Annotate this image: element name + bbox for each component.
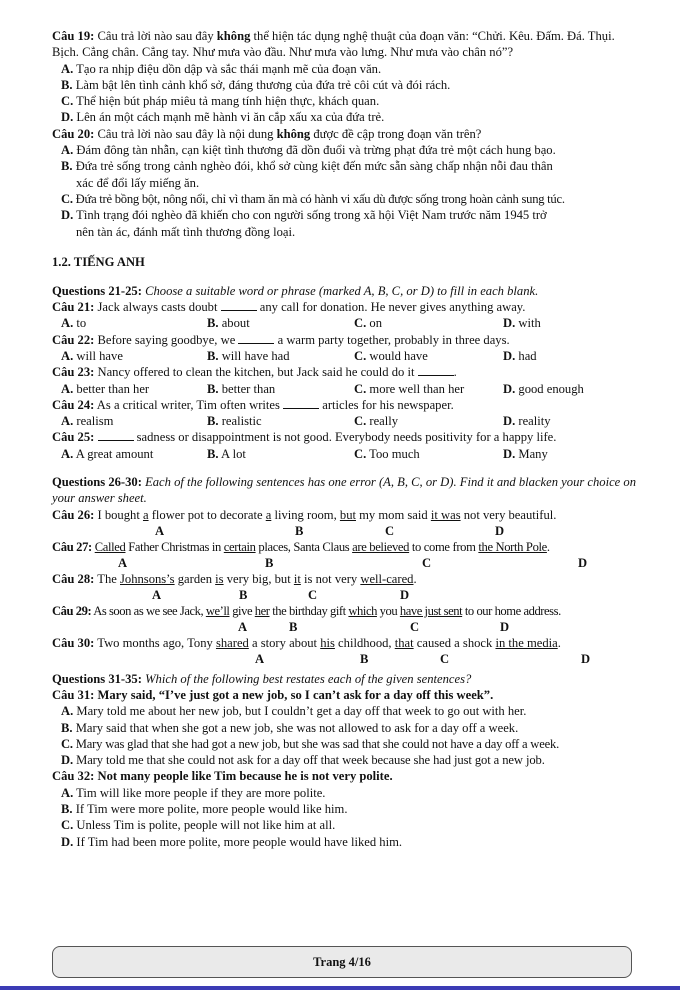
q32-option-c: C. Unless Tim is polite, people will not like him at all. — [61, 818, 336, 833]
q30-mark-b: B — [360, 651, 369, 666]
q19-option-c: C. Thể hiện bút pháp miêu tả mang tính hiện thực, khách quan. — [61, 94, 380, 109]
question-30: Câu 30: Two months ago, Tony shared a story about his childhood, that caused a shock in the media. A B C D — [52, 635, 591, 666]
answer-blank — [98, 430, 134, 441]
q24-option-a: A. realism — [61, 414, 114, 429]
q27-mark-c: C — [422, 555, 432, 570]
q25-options — [61, 446, 642, 462]
q29-mark-b: B — [289, 619, 298, 634]
q25-option-a: A. A great amount — [61, 446, 154, 461]
question-20: Câu 20: Câu trả lời nào sau đây là nội dung không được đề cập trong đoạn văn trên? — [52, 126, 482, 141]
questions-31-35-instruction: Questions 31-35: Which of the following best restates each of the given sentences? — [52, 671, 472, 686]
q25-option-c: C. Too much — [354, 446, 420, 461]
q21-option-c: C. on — [354, 316, 382, 331]
q30-mark-c: C — [440, 651, 450, 666]
question-23: Câu 23: Nancy offered to clean the kitchen, but Jack said he could do it . — [52, 365, 457, 380]
q20-option-c: C. Đứa trẻ bồng bột, nông nổi, chỉ vì tham ăn mà có hành vi xấu dù được sống trong hoàn cảnh sung túc. — [61, 191, 565, 206]
q21-option-a: A. to — [61, 316, 87, 331]
q26-mark-b: B — [295, 523, 304, 538]
q32-option-b: B. If Tim were more polite, more people would like him. — [61, 801, 348, 816]
q29-mark-a: A — [238, 619, 248, 634]
q27-mark-d: D — [578, 555, 588, 570]
q27-mark-b: B — [265, 555, 274, 570]
question-31: Câu 31: Mary said, “I’ve just got a new job, so I can’t ask for a day off this week”. — [52, 687, 494, 702]
q32-option-a: A. Tim will like more people if they are more polite. — [61, 785, 326, 800]
q25-option-d: D. Many — [503, 446, 548, 461]
q20-option-d-cont: nên tàn ác, đánh mất tình thương đồng loại. — [76, 224, 296, 239]
answer-blank — [238, 333, 274, 344]
page-footer: Trang 4/16 — [52, 946, 632, 978]
q23-option-b: B. better than — [207, 381, 276, 396]
q23-option-a: A. better than her — [61, 381, 150, 396]
q21-options — [61, 315, 642, 331]
question-19: Câu 19: Câu trả lời nào sau đây không thể hiện tác dụng nghệ thuật của đoạn văn: “Chửi. Kêu. Đấm. Đá. Thụi. Bịch. Cẳng chân. Cẳng tay. Như mưa vào đầu. Như mưa vào lưng. Như mưa vào chân nó”? — [52, 29, 615, 60]
question-26: Câu 26: I bought a flower pot to decorate a living room, but my mom said it was not very beautiful. A B C D — [52, 507, 557, 538]
answer-blank — [283, 398, 319, 409]
question-32: Câu 32: Not many people like Tim because he is not very polite. — [52, 769, 393, 784]
answer-blank — [418, 365, 454, 376]
q21-option-b: B. about — [207, 316, 250, 331]
q22-option-c: C. would have — [354, 348, 428, 363]
q28-mark-d: D — [400, 587, 410, 602]
q20-option-d: D. Tình trạng đói nghèo đã khiến cho con người sống trong xã hội Việt Nam trước năm 1945 trở — [61, 208, 547, 223]
q29-mark-d: D — [500, 619, 510, 634]
q31-option-c: C. Mary was glad that she had got a new job, but she was sad that she could not have a day off a week. — [61, 736, 560, 751]
q24-option-d: D. reality — [503, 414, 551, 429]
questions-26-30-instruction: Questions 26-30: Each of the following sentences has one error (A, B, C, or D). Find it and blacken your choice on your answer sheet. — [52, 475, 637, 506]
question-24: Câu 24: As a critical writer, Tim often writes articles for his newspaper. — [52, 397, 454, 412]
questions-21-25-list — [52, 299, 642, 462]
bottom-divider — [0, 986, 680, 990]
question-28: Câu 28: The Johnsons’s garden is very big, but it is not very well-cared. A B C D — [52, 571, 417, 602]
q31-option-b: B. Mary said that when she got a new job, she was not allowed to ask for a day off a week. — [61, 720, 519, 735]
q25-option-b: B. A lot — [207, 446, 246, 461]
answer-blank — [221, 300, 257, 311]
q23-option-d: D. good enough — [503, 381, 584, 396]
questions-21-25-instruction: Questions 21-25: Choose a suitable word or phrase (marked A, B, C, or D) to fill in each blank. — [52, 283, 539, 298]
q28-mark-a: A — [152, 587, 162, 602]
q19-option-d: D. Lên án một cách mạnh mẽ hành vi ăn cắp xấu xa của đứa trẻ. — [61, 110, 385, 125]
q24-option-c: C. really — [354, 414, 399, 429]
q23-option-c: C. more well than her — [354, 381, 465, 396]
q28-mark-b: B — [239, 587, 248, 602]
q30-mark-d: D — [581, 651, 591, 666]
q19-option-b: B. Làm bật lên tình cảnh khổ sở, đáng thương của đứa trẻ côi cút và đói rách. — [61, 77, 451, 92]
question-29: Câu 29: As soon as we see Jack, we’ll give her the birthday gift which you have just sent to our home address. A B C D — [52, 603, 561, 634]
q22-option-b: B. will have had — [207, 348, 290, 363]
q28-mark-c: C — [308, 587, 318, 602]
q31-option-a: A. Mary told me about her new job, but I couldn’t get a day off that week to go out with her. — [61, 704, 527, 719]
q26-mark-d: D — [495, 523, 505, 538]
q22-option-a: A. will have — [61, 348, 123, 363]
question-22: Câu 22: Before saying goodbye, we a warm party together, probably in three days. — [52, 332, 510, 347]
section-heading: 1.2. TIẾNG ANH — [52, 254, 145, 269]
q23-options — [61, 381, 642, 397]
q27-mark-a: A — [118, 555, 128, 570]
q29-mark-c: C — [410, 619, 420, 634]
q21-option-d: D. with — [503, 316, 541, 331]
q31-option-d: D. Mary told me that she could not ask for a day off that week because she had just got a new job. — [61, 753, 545, 768]
q32-option-d: D. If Tim had been more polite, more people would have liked him. — [61, 834, 403, 849]
q26-mark-c: C — [385, 523, 395, 538]
q30-mark-a: A — [255, 651, 265, 666]
question-21: Câu 21: Jack always casts doubt any call for donation. He never gives anything away. — [52, 300, 526, 315]
q24-options — [61, 413, 642, 429]
q24-option-b: B. realistic — [207, 414, 262, 429]
q26-mark-a: A — [155, 523, 165, 538]
question-25: Câu 25: sadness or disappointment is not good. Everybody needs positivity for a happy life. — [52, 430, 557, 445]
q22-option-d: D. had — [503, 348, 537, 363]
q22-options — [61, 348, 642, 364]
question-27: Câu 27: Called Father Christmas in certain places, Santa Claus are believed to come from the North Pole. A B C D — [52, 539, 588, 570]
document-page — [52, 28, 642, 850]
q20-option-a: A. Đám đông tàn nhẫn, cạn kiệt tình thương đã dồn đuổi và trừng phạt đứa trẻ một cách hung bạo. — [61, 143, 556, 158]
q19-option-a: A. Tạo ra nhịp điệu dồn dập và sắc thái mạnh mẽ của đoạn văn. — [61, 61, 382, 76]
q20-option-b: B. Đứa trẻ sống trong cảnh nghèo đói, khổ sở cùng kiệt đến mức sẵn sàng chấp nhận nỗi đau thân — [61, 159, 553, 174]
q20-option-b-cont: xác để đổi lấy miếng ăn. — [76, 175, 200, 190]
